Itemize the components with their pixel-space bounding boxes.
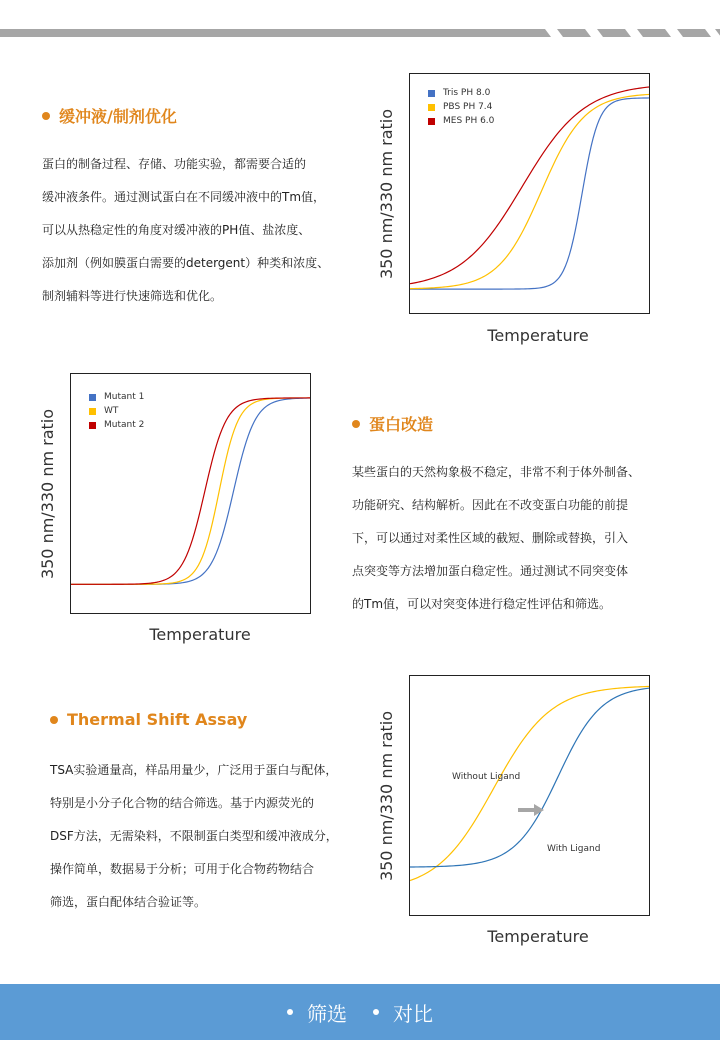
paragraph-line: TSA实验通量高，样品用量少，广泛用于蛋白与配体，: [50, 763, 338, 777]
paragraph-line: 蛋白的制备过程、存储、功能实验，都需要合适的: [42, 157, 307, 171]
legend-entry: [428, 114, 494, 128]
legend-swatch-icon: [428, 90, 435, 97]
legend-swatch-icon: [428, 104, 435, 111]
section-title-text: 蛋白改造: [369, 415, 434, 434]
section-title-protein: [352, 412, 433, 435]
paragraph-line: 制剂辅料等进行快速筛选和优化。: [42, 289, 223, 303]
legend-label: WT: [104, 406, 119, 416]
section-paragraph-tsa: [50, 754, 338, 919]
legend-label: Tris PH 8.0: [443, 88, 491, 98]
section-title-text: Thermal Shift Assay: [67, 710, 248, 729]
legend-entry: [89, 418, 144, 432]
section-title-text: 缓冲液/制剂优化: [59, 107, 177, 126]
bullet-dot-icon: [352, 420, 360, 428]
chart2-ylabel: 350 nm/330 nm ratio: [38, 408, 57, 580]
chart3-xlabel: Temperature: [487, 927, 589, 946]
legend-swatch-icon: [428, 118, 435, 125]
chart1-frame: [409, 73, 650, 314]
chart1-legend: [428, 86, 494, 128]
paragraph-line: 下，可以通过对柔性区域的截短、删除或替换，引入: [352, 531, 629, 545]
top-stripe-bar: [0, 0, 720, 40]
bullet-dot-icon: [50, 716, 58, 724]
paragraph-line: 的Tm值，可以对突变体进行稳定性评估和筛选。: [352, 597, 612, 611]
paragraph-line: 缓冲液条件。通过测试蛋白在不同缓冲液中的Tm值，: [42, 190, 326, 204]
chart1-ylabel: 350 nm/330 nm ratio: [377, 108, 396, 280]
paragraph-line: 功能研究、结构解析。因此在不改变蛋白功能的前提: [352, 498, 629, 512]
chart2-frame: [70, 373, 311, 614]
footer-bullet-icon: [373, 1009, 379, 1015]
legend-entry: [428, 86, 494, 100]
paragraph-line: DSF方法，无需染料，不限制蛋白类型和缓冲液成分，: [50, 829, 338, 843]
paragraph-line: 特别是小分子化合物的结合筛选。基于内源荧光的: [50, 796, 315, 810]
legend-label: PBS PH 7.4: [443, 102, 493, 112]
chart2-xlabel: Temperature: [149, 625, 251, 644]
footer-item: [287, 998, 347, 1027]
chart3-ylabel: 350 nm/330 nm ratio: [377, 710, 396, 882]
footer-bar: [0, 984, 720, 1040]
paragraph-line: 操作简单，数据易于分析；可用于化合物药物结合: [50, 862, 315, 876]
paragraph-line: 添加剂（例如膜蛋白需要的detergent）种类和浓度、: [42, 256, 330, 270]
legend-label: MES PH 6.0: [443, 116, 495, 126]
chart3-plot: [410, 676, 649, 915]
chart2-legend: [89, 390, 144, 432]
footer-item-label: 筛选: [307, 1001, 347, 1026]
series-line-2: [410, 688, 649, 867]
series-line-1: [410, 686, 649, 880]
legend-swatch-icon: [89, 408, 96, 415]
shift-arrow-icon: [516, 803, 546, 817]
section-paragraph-protein: [352, 456, 640, 621]
footer-item-label: 对比: [393, 1001, 433, 1026]
annotation-without-ligand: Without Ligand: [452, 772, 521, 782]
paragraph-line: 点突变等方法增加蛋白稳定性。通过测试不同突变体: [352, 564, 629, 578]
legend-entry: [89, 404, 144, 418]
footer-item: [373, 998, 433, 1027]
annotation-with-ligand: With Ligand: [547, 844, 601, 854]
legend-entry: [428, 100, 494, 114]
chart3-frame: [409, 675, 650, 916]
legend-swatch-icon: [89, 394, 96, 401]
bullet-dot-icon: [42, 112, 50, 120]
footer-bullet-icon: [287, 1009, 293, 1015]
legend-entry: [89, 390, 144, 404]
section-title-tsa: [50, 710, 247, 729]
legend-label: Mutant 1: [104, 392, 145, 402]
section-title-buffer: [42, 104, 177, 127]
chart1-xlabel: Temperature: [487, 326, 589, 345]
legend-swatch-icon: [89, 422, 96, 429]
section-paragraph-buffer: [42, 148, 329, 313]
paragraph-line: 筛选，蛋白配体结合验证等。: [50, 895, 207, 909]
paragraph-line: 可以从热稳定性的角度对缓冲液的PH值、盐浓度、: [42, 223, 311, 237]
legend-label: Mutant 2: [104, 420, 145, 430]
paragraph-line: 某些蛋白的天然构象极不稳定，非常不利于体外制备、: [352, 465, 641, 479]
